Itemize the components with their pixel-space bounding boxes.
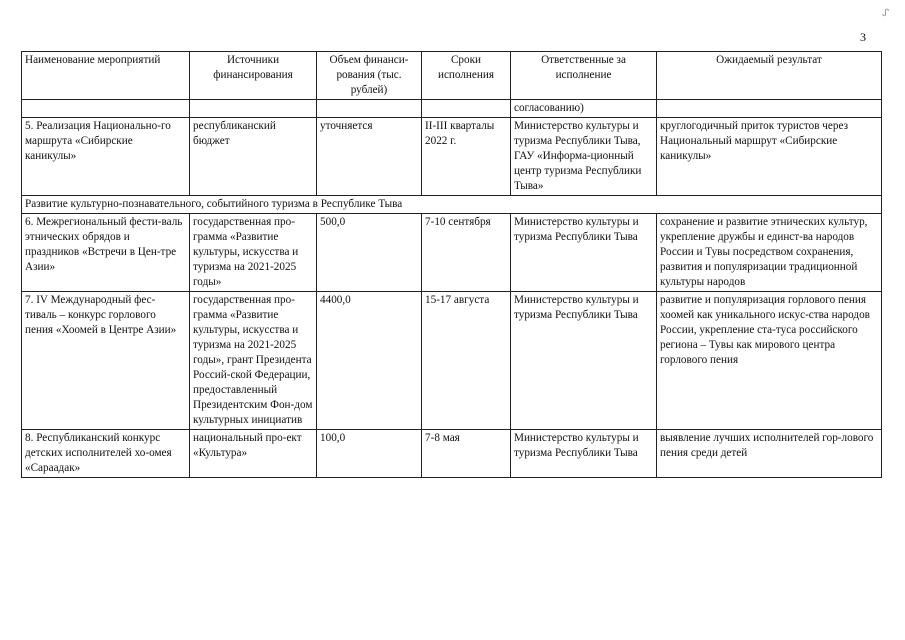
responsible-cell: Министерство культуры и туризма Республики Тыва, ГАУ «Информа-ционный центр туризма Республики Тыва» [511, 118, 657, 196]
name-cell: 5. Реализация Национально-го маршрута «Сибирские каникулы» [22, 118, 190, 196]
source-cell: государственная про-грамма «Развитие культуры, искусства и туризма на 2021-2025 годы», грант Президента Россий-ской Федерации, предоставленный Президентским Фон-дом культурных инициатив [190, 292, 317, 430]
term-cell: 7-8 мая [422, 430, 511, 478]
result-cell [657, 100, 882, 118]
header-cell: Наименование мероприятий [22, 52, 190, 100]
table-row [22, 100, 882, 118]
header-cell: Ожидаемый результат [657, 52, 882, 100]
header-cell: Ответственные за исполнение [511, 52, 657, 100]
result-cell: сохранение и развитие этнических культур, укрепление дружбы и единст-ва народов России и Тувы посредством сохранения, развития и популяризации традиционной культуры народов [657, 214, 882, 292]
amount-cell [317, 100, 422, 118]
term-cell: 7-10 сентября [422, 214, 511, 292]
source-cell: государственная про-грамма «Развитие культуры, искусства и туризма на 2021-2025 годы» [190, 214, 317, 292]
amount-cell: 4400,0 [317, 292, 422, 430]
corner-mark: ᔑ [882, 8, 890, 19]
table-header-row [22, 52, 882, 100]
name-cell [22, 100, 190, 118]
header-cell: Источники финансирования [190, 52, 317, 100]
source-cell: республиканский бюджет [190, 118, 317, 196]
responsible-cell: Министерство культуры и туризма Республики Тыва [511, 214, 657, 292]
page-number: 3 [860, 30, 866, 44]
events-table [21, 51, 882, 478]
term-cell [422, 100, 511, 118]
amount-cell: 500,0 [317, 214, 422, 292]
responsible-cell: согласованию) [511, 100, 657, 118]
table-row [22, 118, 882, 196]
table-row [22, 430, 882, 478]
table-row [22, 292, 882, 430]
source-cell: национальный про-ект «Культура» [190, 430, 317, 478]
result-cell: круглогодичный приток туристов через Национальный маршрут «Сибирские каникулы» [657, 118, 882, 196]
section-row [22, 196, 882, 214]
term-cell: II-III кварталы 2022 г. [422, 118, 511, 196]
header-cell: Объем финанси-рования (тыс. рублей) [317, 52, 422, 100]
source-cell [190, 100, 317, 118]
header-cell: Сроки исполнения [422, 52, 511, 100]
name-cell: 6. Межрегиональный фести-валь этнических обрядов и праздников «Встречи в Цен-тре Азии» [22, 214, 190, 292]
result-cell: выявление лучших исполнителей гор-лового пения среди детей [657, 430, 882, 478]
term-cell: 15-17 августа [422, 292, 511, 430]
table-row [22, 214, 882, 292]
amount-cell: уточняется [317, 118, 422, 196]
responsible-cell: Министерство культуры и туризма Республики Тыва [511, 430, 657, 478]
name-cell: 7. IV Международный фес-тиваль – конкурс горлового пения «Хоомей в Центре Азии» [22, 292, 190, 430]
responsible-cell: Министерство культуры и туризма Республики Тыва [511, 292, 657, 430]
section-title: Развитие культурно-познавательного, событийного туризма в Республике Тыва [22, 196, 882, 214]
amount-cell: 100,0 [317, 430, 422, 478]
result-cell: развитие и популяризация горлового пения хоомей как уникального искус-ства народов России, укрепление ста-туса российского региона – Тувы как мирового центра горлового пения [657, 292, 882, 430]
name-cell: 8. Республиканский конкурс детских исполнителей хо-омея «Сараадак» [22, 430, 190, 478]
